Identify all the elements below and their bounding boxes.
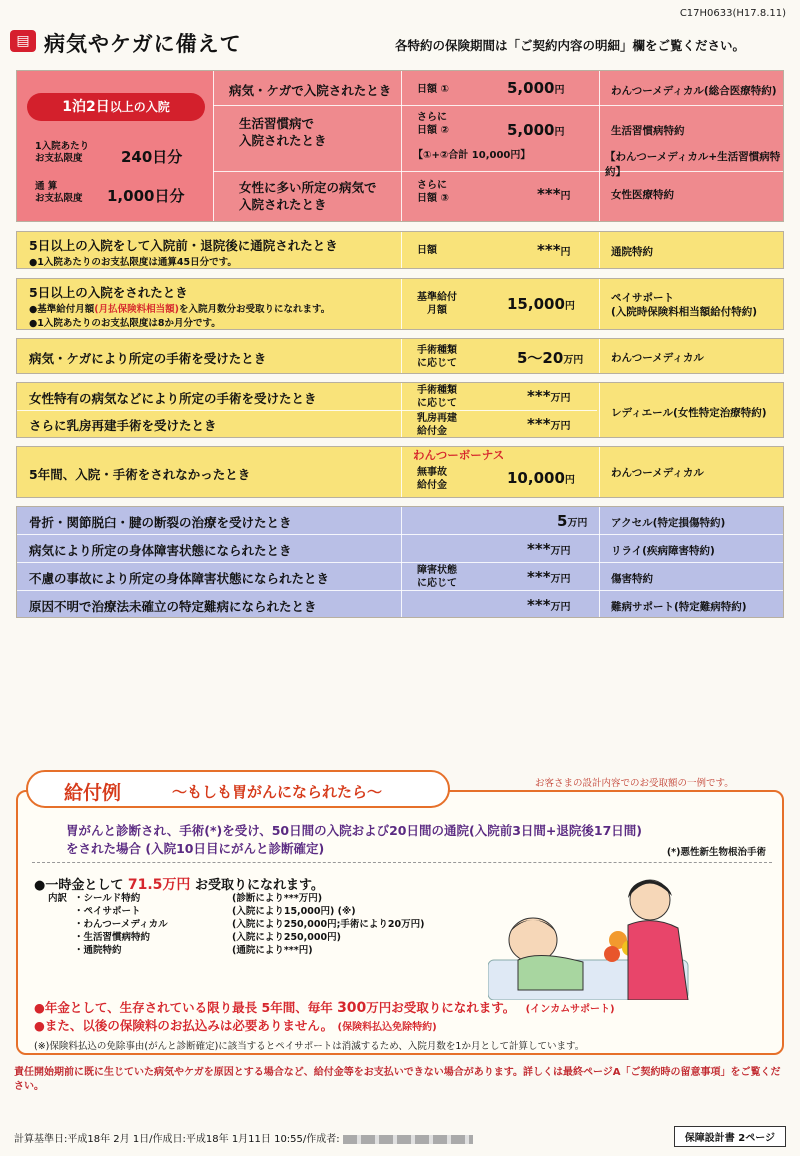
paysupport-section bbox=[16, 278, 784, 330]
surgery-section bbox=[16, 338, 784, 374]
bonus-label: わんつーボーナス bbox=[413, 448, 505, 462]
surgery-mid: 手術種類 に応じて bbox=[417, 345, 457, 369]
inpatient-section bbox=[16, 70, 784, 222]
inpatient-row2-total: 【①+②合計 10,000円】 bbox=[413, 150, 531, 161]
example-box bbox=[16, 790, 784, 1055]
disability-section bbox=[16, 506, 784, 618]
inpatient-row1-mid: 日額 ① bbox=[417, 84, 449, 95]
inpatient-row2-amount: 5,000円 bbox=[507, 121, 565, 139]
inpatient-row2-title: 生活習慣病で 入院されたとき bbox=[239, 116, 327, 148]
ladies-title2: さらに乳房再建手術を受けたとき bbox=[29, 418, 217, 433]
example-case: 胃がんと診断され、手術(*)を受け、50日間の入院および20日間の通院(入院前3日間+退院後17日間) をされた場合 (入院10日目にがんと診断確定) bbox=[66, 823, 642, 856]
blue-row3-amount: ***万円 bbox=[527, 568, 571, 586]
blue-row2-rider: リライ(疾病障害特約) bbox=[611, 545, 715, 557]
annuity-line: ●年金として、生存されている限り最長 5年間、毎年 300万円お受取りになれます。 (インカムサポート) bbox=[34, 1000, 615, 1016]
example-divider bbox=[32, 862, 772, 863]
inpatient-row2-rider: 生活習慣病特約 bbox=[611, 125, 685, 137]
blue-row1-rider: アクセル(特定損傷特約) bbox=[611, 517, 726, 529]
lump-sum: ●一時金として 71.5万円 お受取りになれます。 bbox=[34, 877, 324, 893]
inpatient-row3-rider: 女性医療特約 bbox=[611, 189, 674, 201]
ladies-amount1: ***万円 bbox=[527, 387, 571, 405]
surgery-title: 病気・ケガにより所定の手術を受けたとき bbox=[29, 351, 267, 366]
page-title: 病気やケガに備えて bbox=[44, 32, 242, 56]
ladies-amount2: ***万円 bbox=[527, 415, 571, 433]
example-footnote: (*)悪性新生物根治手術 bbox=[666, 847, 766, 858]
blue-row3-mid: 障害状態 に応じて bbox=[417, 565, 457, 589]
blue-row1-title: 骨折・関節脱臼・腱の断裂の治療を受けたとき bbox=[29, 515, 292, 530]
disclaimer: 責任開始期前に既に生じていた病気やケガを原因とする場合など、給付金等をお支払いできない場合があります。詳しくは最終ページA「ご契約時の留意事項」をご覧ください。 bbox=[14, 1067, 781, 1092]
blue-row4-title: 原因不明で治療法未確立の特定難病になられたとき bbox=[29, 599, 317, 614]
example-footer-note: (※)保険料払込の免除事由(がんと診断確定)に該当するとペイサポートは消滅するため、入院月数を1か月として計算しています。 bbox=[34, 1041, 585, 1052]
waiver-line: ●また、以後の保険料のお払込みは必要ありません。 (保険料払込免除特約) bbox=[34, 1018, 437, 1033]
surgery-amount: 5〜20万円 bbox=[517, 349, 584, 367]
blue-row2-title: 病気により所定の身体障害状態になられたとき bbox=[29, 543, 292, 558]
blue-row2-amount: ***万円 bbox=[527, 540, 571, 558]
ladies-section bbox=[16, 382, 784, 438]
ladies-title1: 女性特有の病気などにより所定の手術を受けたとき bbox=[29, 391, 317, 406]
limit1-label: 1入院あたり お支払限度 bbox=[35, 141, 90, 164]
page-label: 保障設計書 2ページ bbox=[674, 1126, 786, 1147]
outpatient-rider: 通院特約 bbox=[611, 246, 653, 258]
blue-row1-amount: 5万円 bbox=[557, 512, 588, 530]
bonus-amount: 10,000円 bbox=[507, 469, 575, 487]
surgery-rider: わんつーメディカル bbox=[611, 352, 704, 364]
footer-info: 計算基準日:平成18年 2月 1日/作成日:平成18年 1月11日 10:55/作成者: bbox=[14, 1130, 473, 1145]
inpatient-row1-title: 病気・ケガで入院されたとき bbox=[229, 83, 392, 98]
paysupport-rider: ペイサポート (入院時保険料相当額給付特約) bbox=[611, 292, 758, 318]
limit1-value: 240日分 bbox=[121, 148, 183, 166]
inpatient-row1-rider: わんつーメディカル(総合医療特約) bbox=[611, 85, 777, 97]
inpatient-row2-mid: さらに 日額 ② bbox=[417, 112, 449, 136]
bonus-rider: わんつーメディカル bbox=[611, 467, 704, 479]
inpatient-badge: 1泊2日以上の入院 bbox=[27, 93, 205, 121]
limit2-label: 通 算 お支払限度 bbox=[35, 181, 83, 204]
blue-row3-rider: 傷害特約 bbox=[611, 573, 653, 585]
inpatient-row3-mid: さらに 日額 ③ bbox=[417, 180, 449, 204]
example-title: 給付例 bbox=[64, 782, 122, 804]
ladies-mid1: 手術種類 に応じて bbox=[417, 385, 457, 409]
blue-row3-title: 不慮の事故により所定の身体障害状態になられたとき bbox=[29, 571, 330, 586]
inpatient-row1-amount: 5,000円 bbox=[507, 79, 565, 97]
bonus-title: 5年間、入院・手術をされなかったとき bbox=[29, 467, 251, 482]
header-note: 各特約の保険期間は「ご契約内容の明細」欄をご覧ください。 bbox=[395, 38, 746, 53]
example-note: お客さまの設計内容でのお受取額の一例です。 bbox=[535, 778, 734, 789]
outpatient-note: ●1入院あたりのお支払限度は通算45日分です。 bbox=[29, 257, 237, 268]
paysupport-note1: ●基準給付月額(月払保険料相当額)を入院月数分お受取りになれます。 bbox=[29, 304, 331, 315]
inpatient-summary bbox=[17, 71, 213, 221]
blue-row4-rider: 難病サポート(特定難病特約) bbox=[611, 601, 747, 613]
example-subtitle: 〜もしも胃がんになられたら〜 bbox=[172, 783, 383, 801]
bed-icon: ▤ bbox=[10, 30, 36, 52]
breakdown-label: 内訳 bbox=[48, 893, 68, 904]
inpatient-row3-amount: ***円 bbox=[537, 185, 571, 203]
ladies-rider: レディエール(女性特定治療特約) bbox=[611, 407, 767, 419]
patient-illustration bbox=[488, 870, 728, 1000]
inpatient-row2-rider-note: 【わんつーメディカル+生活習慣病特約】 bbox=[605, 151, 781, 178]
paysupport-note2: ●1入院あたりのお支払限度は8か月分です。 bbox=[29, 318, 221, 329]
paysupport-mid: 基準給付 月額 bbox=[417, 292, 457, 316]
document-code: C17H0633(H17.8.11) bbox=[679, 8, 786, 19]
limit2-value: 1,000日分 bbox=[107, 187, 185, 205]
outpatient-title: 5日以上の入院をして入院前・退院後に通院されたとき bbox=[29, 238, 338, 253]
paysupport-amount: 15,000円 bbox=[507, 295, 575, 313]
blue-row4-amount: ***万円 bbox=[527, 596, 571, 614]
outpatient-mid: 日額 bbox=[417, 245, 437, 256]
bonus-section bbox=[16, 446, 784, 498]
bonus-mid: 無事故 給付金 bbox=[417, 467, 447, 491]
outpatient-amount: ***円 bbox=[537, 241, 571, 259]
example-title-tab bbox=[26, 770, 450, 808]
ladies-mid2: 乳房再建 給付金 bbox=[417, 413, 457, 437]
breakdown-list: ・シールド特約 (診断により***万円) ・ペイサポート (入院により15,000円) (※) ・わんつーメディカル (入院により250,000円;手術により20万円) ・生活習慣病特約 (入院により250,000円) ・通院特約 (通院により***円) bbox=[74, 893, 425, 956]
inpatient-row3-title: 女性に多い所定の病気で 入院されたとき bbox=[239, 180, 377, 212]
paysupport-title: 5日以上の入院をされたとき bbox=[29, 285, 188, 300]
outpatient-section bbox=[16, 231, 784, 269]
author-redacted bbox=[343, 1135, 473, 1144]
